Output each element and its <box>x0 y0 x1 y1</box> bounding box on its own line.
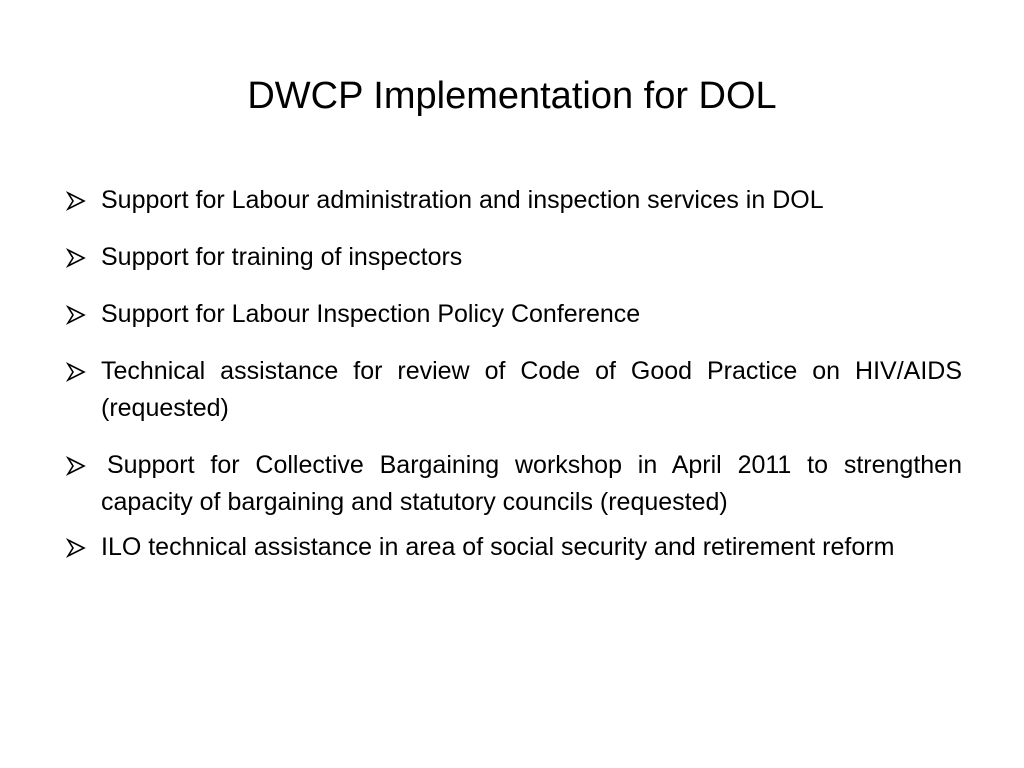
bullet-text: Support for training of inspectors <box>101 243 463 271</box>
list-item <box>62 447 962 521</box>
slide-title: DWCP Implementation for DOL <box>247 75 777 117</box>
arrowhead-bullet-icon <box>66 191 86 211</box>
arrowhead-bullet-icon <box>66 456 86 476</box>
arrowhead-bullet-icon <box>66 305 86 325</box>
bullet-text: Support for Labour Inspection Policy Conference <box>101 300 641 328</box>
arrowhead-bullet-icon <box>66 362 86 382</box>
arrowhead-bullet-icon <box>66 248 86 268</box>
list-item <box>62 239 962 276</box>
bullet-text: ILO technical assistance in area of social security and retirement reform <box>101 533 895 561</box>
arrowhead-bullet-icon <box>66 538 86 558</box>
bullet-list <box>62 182 962 566</box>
bullet-text: Support for Collective Bargaining workshop in April 2011 to strengthen capacity of bargaining and statutory councils (requested) <box>101 451 962 516</box>
list-item <box>62 296 962 333</box>
list-item <box>62 182 962 219</box>
bullet-text: Technical assistance for review of Code of Good Practice on HIV/AIDS (requested) <box>101 357 962 422</box>
bullet-text: Support for Labour administration and inspection services in DOL <box>101 186 824 214</box>
list-item <box>62 353 962 427</box>
list-item <box>62 529 962 566</box>
